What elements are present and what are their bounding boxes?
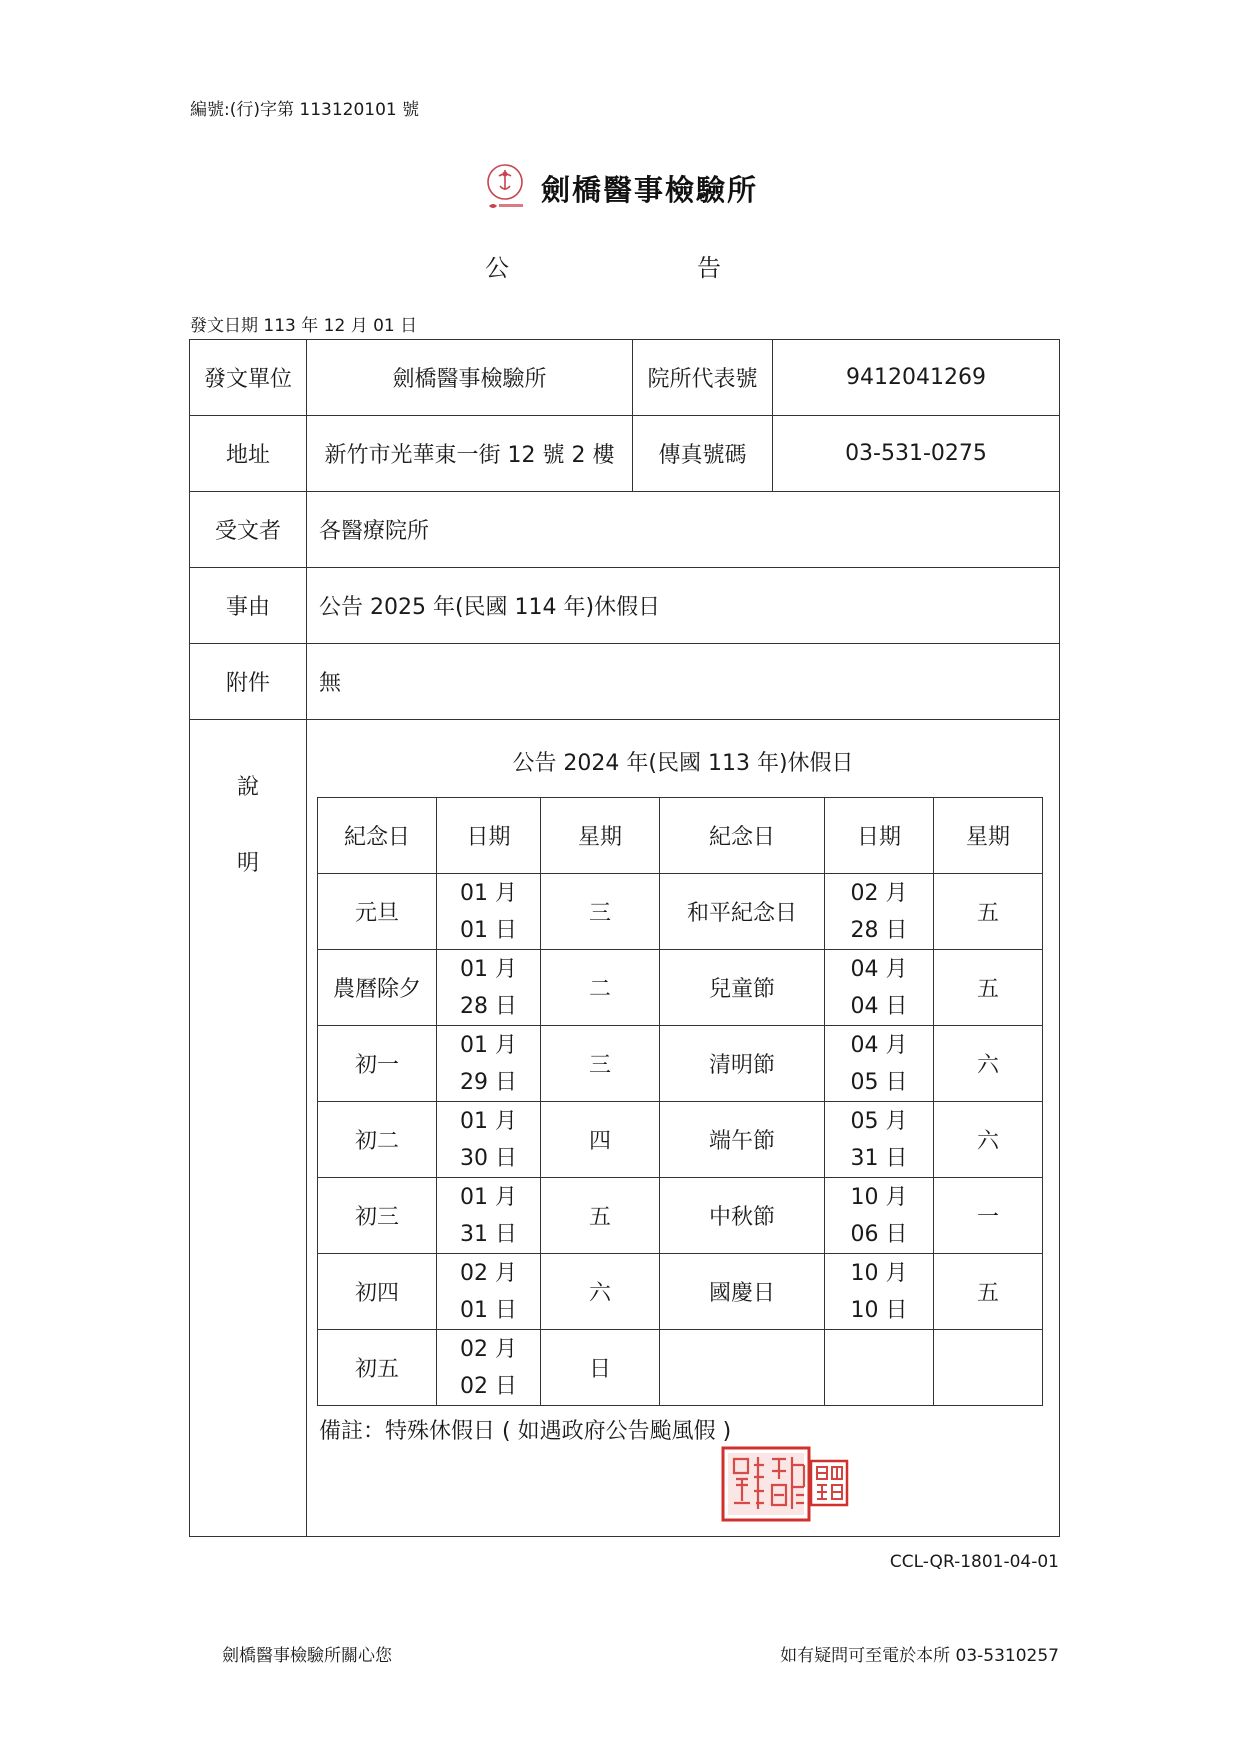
holiday-date-left-month: 01 月 <box>460 880 517 906</box>
remark: 備註：特殊休假日 ( 如遇政府公告颱風假 ) <box>319 1419 732 1444</box>
holiday-table-body <box>318 874 1043 1406</box>
holiday-date-left <box>437 1102 541 1178</box>
holiday-title: 公告 2024 年(民國 113 年)休假日 <box>512 751 854 776</box>
subject-label: 事由 <box>190 568 307 644</box>
holiday-date-right-month: 04 月 <box>850 1032 908 1058</box>
description-label <box>190 720 307 1537</box>
holiday-weekday-right: 五 <box>934 1254 1043 1330</box>
holiday-date-left-day: 02 日 <box>460 1373 517 1399</box>
holiday-weekday-left: 日 <box>541 1330 660 1406</box>
holiday-weekday-right: 一 <box>934 1178 1043 1254</box>
holiday-date-left-month: 02 月 <box>460 1260 517 1286</box>
holiday-table-header <box>318 798 1043 874</box>
holiday-date-left-month: 01 月 <box>460 1184 517 1210</box>
holiday-date-right-month: 05 月 <box>850 1108 908 1134</box>
description-row <box>190 720 1060 1537</box>
code-value: 9412041269 <box>773 340 1060 416</box>
holiday-date-left <box>437 1254 541 1330</box>
holiday-date-right-month: 02 月 <box>850 880 908 906</box>
holiday-date-right <box>825 1178 934 1254</box>
holiday-date-left <box>437 874 541 950</box>
holiday-name-left: 農曆除夕 <box>318 950 437 1026</box>
holiday-date-right-month: 10 月 <box>850 1184 908 1210</box>
notice-title-char-1: 公 <box>485 254 509 282</box>
holiday-date-right-day: 05 日 <box>850 1069 908 1095</box>
holiday-row <box>318 950 1043 1026</box>
holiday-weekday-left: 三 <box>541 874 660 950</box>
holiday-date-right <box>825 1254 934 1330</box>
holiday-weekday-right: 六 <box>934 1026 1043 1102</box>
attachment-label: 附件 <box>190 644 307 720</box>
holiday-date-right <box>825 1102 934 1178</box>
holiday-date-right-day: 28 日 <box>850 917 908 943</box>
holiday-date-left-day: 01 日 <box>460 917 517 943</box>
holiday-date-right-day: 06 日 <box>850 1221 908 1247</box>
form-code: CCL-QR-1801-04-01 <box>889 1552 1059 1572</box>
holiday-date-left-day: 31 日 <box>460 1221 517 1247</box>
holiday-name-right: 端午節 <box>660 1102 825 1178</box>
subject-row <box>190 568 1060 644</box>
holiday-name-right <box>660 1330 825 1406</box>
holiday-date-right-day: 10 日 <box>850 1297 908 1323</box>
institution-seal-stamp-icon <box>720 1445 812 1523</box>
holiday-date-left <box>437 1026 541 1102</box>
holiday-date-right-month: 04 月 <box>850 956 908 982</box>
holiday-date-right-day: 04 日 <box>850 993 908 1019</box>
holiday-name-left: 初四 <box>318 1254 437 1330</box>
holiday-weekday-left: 六 <box>541 1254 660 1330</box>
holiday-date-right-month: 10 月 <box>850 1260 908 1286</box>
holiday-name-right: 兒童節 <box>660 950 825 1026</box>
footer-contact: 如有疑問可至電於本所 03-5310257 <box>780 1646 1059 1666</box>
recipient-value: 各醫療院所 <box>307 492 1060 568</box>
holiday-date-left-month: 01 月 <box>460 956 517 982</box>
holiday-name-right: 中秋節 <box>660 1178 825 1254</box>
header-weekday-2: 星期 <box>934 798 1043 874</box>
header-weekday-1: 星期 <box>541 798 660 874</box>
cambridge-lab-logo-icon <box>483 162 527 214</box>
holiday-date-right <box>825 874 934 950</box>
code-label: 院所代表號 <box>633 340 773 416</box>
address-value: 新竹市光華東一街 12 號 2 樓 <box>307 416 633 492</box>
holiday-date-right <box>825 1330 934 1406</box>
holiday-date-left-day: 28 日 <box>460 993 517 1019</box>
recipient-row <box>190 492 1060 568</box>
fax-value: 03-531-0275 <box>773 416 1060 492</box>
description-label-char-2: 明 <box>236 851 259 876</box>
holiday-name-right: 和平紀念日 <box>660 874 825 950</box>
address-label: 地址 <box>190 416 307 492</box>
notice-table <box>189 339 1060 1537</box>
org-name: 劍橋醫事檢驗所 <box>540 172 758 207</box>
holiday-date-left-month: 01 月 <box>460 1032 517 1058</box>
holiday-weekday-right: 五 <box>934 950 1043 1026</box>
holiday-weekday-left: 四 <box>541 1102 660 1178</box>
holiday-name-left: 初五 <box>318 1330 437 1406</box>
issuer-label: 發文單位 <box>190 340 307 416</box>
holiday-weekday-left: 五 <box>541 1178 660 1254</box>
holiday-weekday-right: 五 <box>934 874 1043 950</box>
holiday-date-left <box>437 1330 541 1406</box>
holiday-table <box>317 797 1043 1406</box>
document-number: 編號:(行)字第 113120101 號 <box>190 100 420 120</box>
description-label-char-1: 說 <box>236 775 259 800</box>
header-date-2: 日期 <box>825 798 934 874</box>
header-date-1: 日期 <box>437 798 541 874</box>
fax-label: 傳真號碼 <box>633 416 773 492</box>
holiday-date-left-day: 29 日 <box>460 1069 517 1095</box>
issuer-value: 劍橋醫事檢驗所 <box>307 340 633 416</box>
holiday-weekday-right: 六 <box>934 1102 1043 1178</box>
issue-date: 發文日期 113 年 12 月 01 日 <box>190 316 418 336</box>
holiday-date-left <box>437 950 541 1026</box>
holiday-row <box>318 1102 1043 1178</box>
holiday-date-right <box>825 1026 934 1102</box>
person-seal-stamp-icon <box>809 1459 849 1507</box>
holiday-name-right: 清明節 <box>660 1026 825 1102</box>
notice-title-char-2: 告 <box>697 254 721 282</box>
holiday-name-left: 初二 <box>318 1102 437 1178</box>
recipient-label: 受文者 <box>190 492 307 568</box>
holiday-date-left <box>437 1178 541 1254</box>
holiday-date-left-month: 02 月 <box>460 1336 517 1362</box>
attachment-row <box>190 644 1060 720</box>
attachment-value: 無 <box>307 644 1060 720</box>
holiday-name-left: 初三 <box>318 1178 437 1254</box>
holiday-row <box>318 1330 1043 1406</box>
org-header <box>0 160 1241 216</box>
holiday-weekday-left: 三 <box>541 1026 660 1102</box>
description-content <box>307 720 1060 1537</box>
holiday-date-right <box>825 950 934 1026</box>
holiday-date-left-day: 30 日 <box>460 1145 517 1171</box>
holiday-row <box>318 874 1043 950</box>
holiday-weekday-right <box>934 1330 1043 1406</box>
holiday-name-right: 國慶日 <box>660 1254 825 1330</box>
holiday-row <box>318 1026 1043 1102</box>
holiday-name-left: 元旦 <box>318 874 437 950</box>
holiday-name-left: 初一 <box>318 1026 437 1102</box>
header-name-2: 紀念日 <box>660 798 825 874</box>
holiday-weekday-left: 二 <box>541 950 660 1026</box>
holiday-date-right-day: 31 日 <box>850 1145 908 1171</box>
footer-slogan: 劍橋醫事檢驗所關心您 <box>222 1646 392 1666</box>
subject-value: 公告 2025 年(民國 114 年)休假日 <box>307 568 1060 644</box>
holiday-date-left-day: 01 日 <box>460 1297 517 1323</box>
header-name-1: 紀念日 <box>318 798 437 874</box>
issuer-row <box>190 340 1060 416</box>
holiday-date-left-month: 01 月 <box>460 1108 517 1134</box>
holiday-row <box>318 1254 1043 1330</box>
address-row <box>190 416 1060 492</box>
holiday-row <box>318 1178 1043 1254</box>
